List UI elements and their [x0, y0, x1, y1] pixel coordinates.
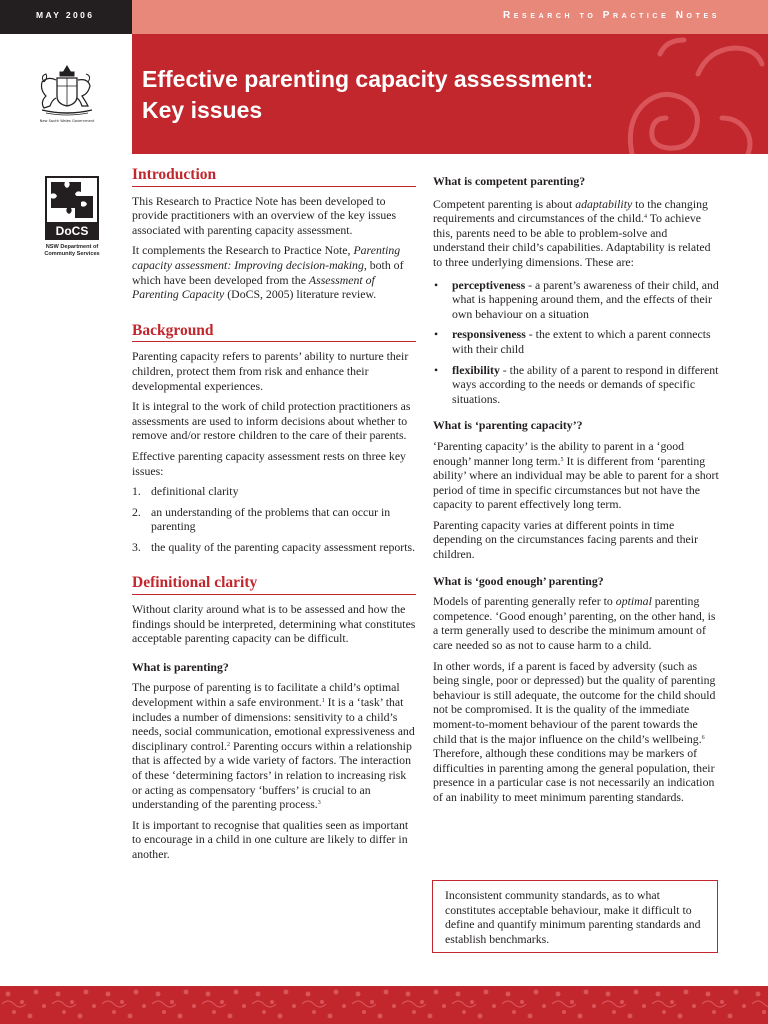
background-paragraph-3: Effective parenting capacity assessment rests on three key issues: — [132, 448, 406, 478]
cited-review-title: Assessment of Parenting Capacity — [132, 272, 375, 302]
list-item: 3. the quality of the parenting capacity assessment reports. — [132, 539, 416, 554]
date-bar — [0, 0, 132, 34]
definitional-paragraph-1: Without clarity around what is to be assessed and how the findings should be interpreted, determining what constitutes acceptable parenting capacity can be difficult. — [132, 602, 416, 646]
section-heading-background: Background — [132, 324, 416, 343]
section-heading-definitional-clarity: Definitional clarity — [132, 576, 416, 595]
section-heading-introduction: Introduction — [132, 168, 416, 187]
subheading-good-enough-parenting: What is ‘good enough’ parenting? — [433, 573, 604, 588]
dimensions-list — [433, 278, 721, 407]
title-banner — [132, 34, 768, 154]
page-title — [142, 64, 593, 126]
crest-caption: New South Wales Government — [39, 119, 95, 123]
series-bar — [132, 0, 768, 34]
list-item: 2. an understanding of the problems that can occur in parenting — [132, 504, 391, 534]
right-column — [433, 174, 721, 811]
list-item: 1. definitional clarity — [132, 484, 239, 499]
subheading-what-is-parenting: What is parenting? — [132, 659, 229, 674]
competent-paragraph: Competent parenting is about adaptability to the changing requirements and circumstances of the child.$^4$ To achieve this, parents need to be able to problem-solve and understand their child’s capabilities. Adaptability is related to three underlying dimensions. These are: — [433, 196, 711, 269]
docs-wordmark: DoCS — [55, 224, 89, 238]
list-item: • responsiveness - the extent to which a parent connects with their child — [434, 327, 711, 356]
capacity-paragraph-2: Parenting capacity varies at different points in time depending on the circumstances facing parents and their children. — [433, 517, 699, 562]
left-column — [132, 168, 416, 868]
key-issues-list — [132, 484, 416, 554]
docs-logo-icon — [45, 176, 99, 240]
good-enough-paragraph-2: In other words, if a parent is faced by adversity (such as being single, poor or depressed) but the quality of parenting behaviour is still adequate, the outcome for the child should not be compromised. It is the quality of the immediate moment-to-moment behaviour of the parent towards the child that is the major influence on the child’s wellbeing.$^6$ Therefore, although these conditions may be markers of difficulties in parenting among the general population, their presence in a particular case is not necessarily an indication of an inability to meet minimum parenting standards. — [433, 658, 716, 804]
docs-caption — [30, 244, 114, 258]
docs-caption-line-1: NSW Department of — [45, 244, 99, 250]
decorative-swirl-icon — [602, 34, 768, 154]
title-line-2: Key issues — [142, 97, 263, 123]
good-enough-paragraph-1: Models of parenting generally refer to optimal parenting competence. ‘Good enough’ parenting, on the other hand, is a term generally used to describe the minimum amount of care needed so as not to cause harm to a child. — [433, 594, 716, 653]
docs-caption-line-2: Community Services — [44, 251, 100, 257]
nsw-crest-icon — [32, 64, 102, 126]
intro-paragraph-1: This Research to Practice Note has been developed to provide practitioners with an overview of the key issues associated with parenting capacity assessment. — [132, 193, 397, 237]
title-line-1: Effective parenting capacity assessment: — [142, 66, 594, 92]
footer-pattern — [0, 986, 768, 1024]
background-paragraph-2: It is integral to the work of child protection practitioners as assessments are used to inform decisions about whether to remove and/or restore children to the care of their parents. — [132, 399, 411, 443]
subheading-parenting-capacity: What is ‘parenting capacity’? — [433, 418, 583, 433]
subheading-competent-parenting: What is competent parenting? — [433, 174, 586, 188]
definitional-paragraph-2: The purpose of parenting is to facilitate a child’s optimal development within a safe environment.$^1$ It is a ‘task’ that includes a number of dimensions: sensitivity to a child’s needs, social communication, emotional expressiveness and disciplinary control.$^2$ Parenting occurs within a relationship that is affected by a wide variety of factors. The interaction of these ‘determining factors’ in relation to increasing risk or acting as compensatory ‘buffers’ is crucial to an understanding of the parenting process.$^3$ — [132, 680, 415, 812]
intro-paragraph-2: It complements the Research to Practice Note, Parenting capacity assessment: Improving decision-making, both of which have been developed from the Assessment of Parenting Capacity (DoCS, 2005) literature review. — [132, 243, 404, 302]
definitional-paragraph-3: It is important to recognise that qualities seen as important to encourage in a child in one culture are likely to differ in another. — [132, 817, 409, 861]
list-item: • flexibility - the ability of a parent to respond in different ways according to the needs or demands of specific situations. — [434, 362, 719, 406]
cited-title: Parenting capacity assessment: Improving decision-making — [132, 243, 401, 272]
issue-date: MAY 2006 — [36, 10, 95, 20]
background-paragraph-1: Parenting capacity refers to parents’ ability to nurture their children, protect them from risk and enhance their developmental experiences. — [132, 349, 409, 393]
series-name: Research to Practice Notes — [502, 10, 720, 21]
callout-box: Inconsistent community standards, as to what constitutes acceptable behaviour, make it difficult to define and quantify minimum parenting standards and establish benchmarks. — [432, 880, 718, 953]
capacity-paragraph-1: ‘Parenting capacity’ is the ability to parent in a ‘good enough’ manner long term.$^5$ It is different from ‘parenting ability’ where an individual may be able to parent for a short period of time in specific circumstances but not have the capacity to parent effectively long term. — [433, 438, 719, 512]
list-item: • perceptiveness - a parent’s awareness of their child, and what is happening around them, and the effects of their own behaviour on a situation — [434, 277, 719, 321]
